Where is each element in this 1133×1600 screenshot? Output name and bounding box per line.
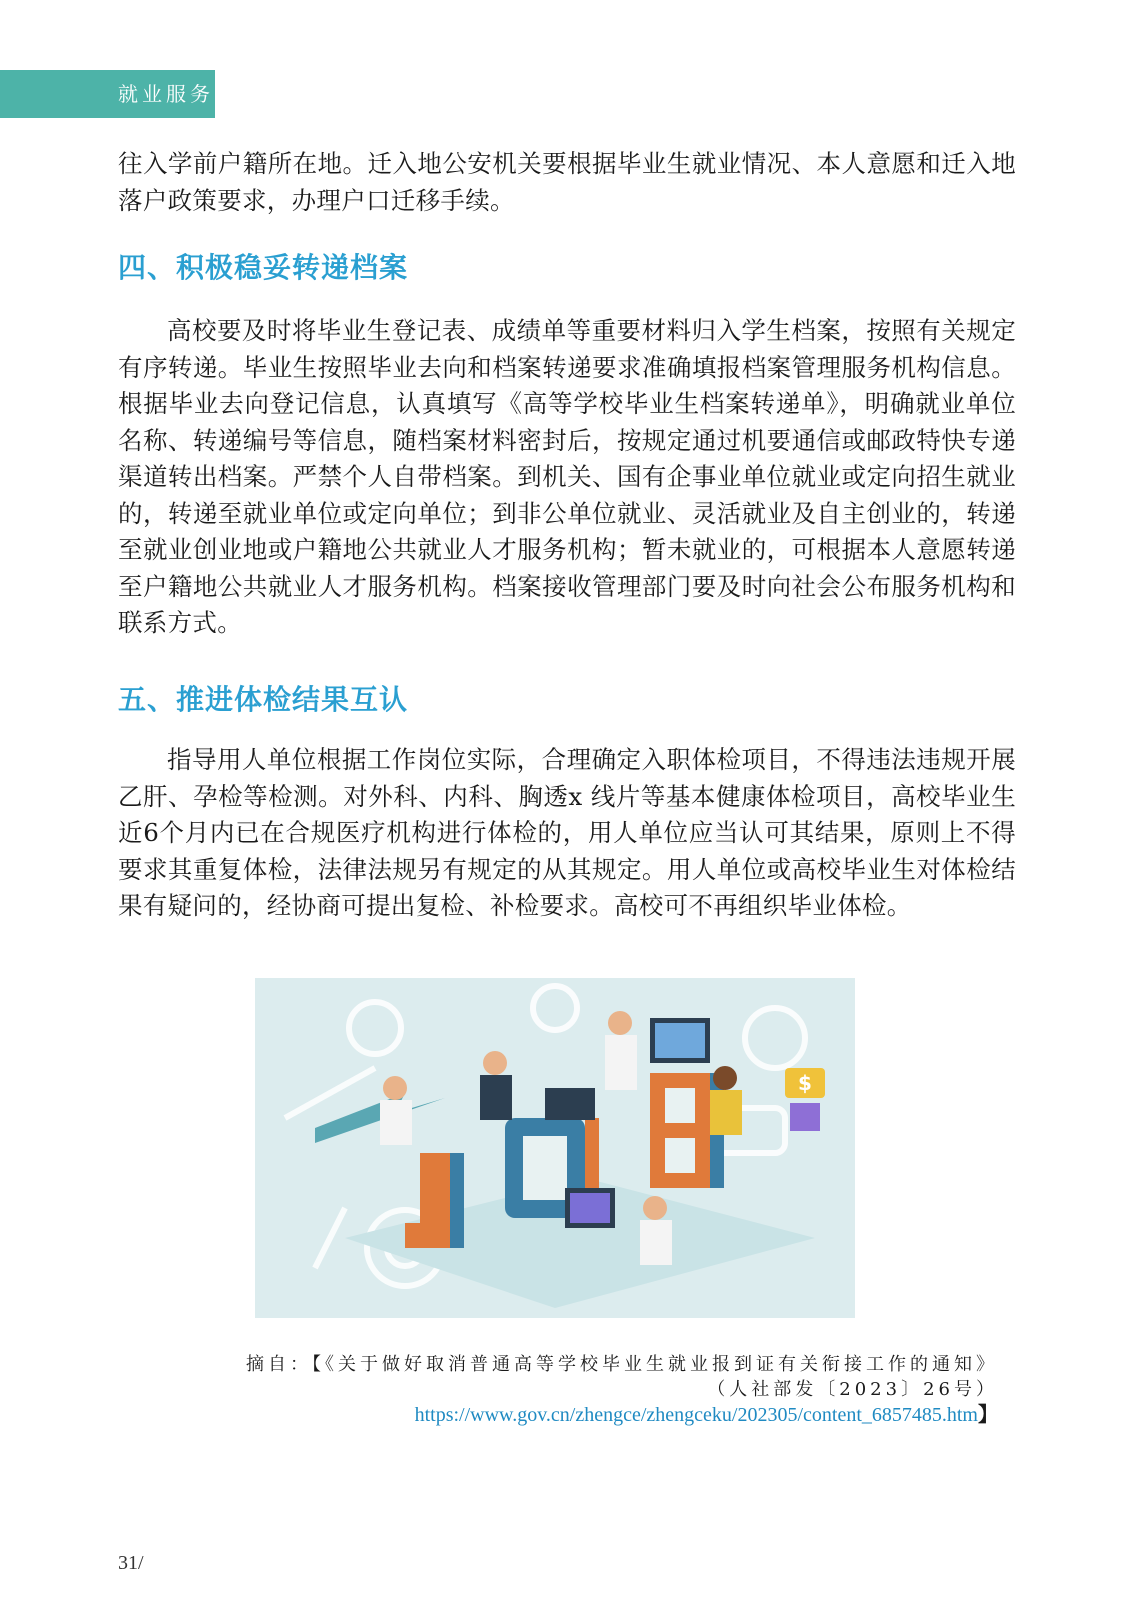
page-number: 31/ (118, 1552, 144, 1574)
heading-section-five: 五、推进体检结果互认 (118, 683, 409, 716)
source-url-link[interactable]: https://www.gov.cn/zhengce/zhengceku/202305/content_6857485.htm (414, 1404, 978, 1426)
source-citation: 摘自：【《关于做好取消普通高等学校毕业生就业报到证有关衔接工作的通知》 (246, 1354, 998, 1375)
url-closing-bracket: 】 (978, 1404, 998, 1426)
paragraph-health-check: 指导用人单位根据工作岗位实际，合理确定入职体检项目，不得违法违规开展乙肝、孕检等检测。对外科、内科、胸透x 线片等基本健康体检项目，高校毕业生近6个月内已在合规医疗机构进行体检的，用人单位应当认可其结果，原则上不得要求其重复体检，法律法规另有规定的从其规定。用人单位或高校毕业生对体检结果有疑问的，经协商可提出复检、补检要求。高校可不再组织毕业体检。 (118, 745, 1016, 920)
illustration-art (255, 978, 855, 1318)
office-teamwork-illustration (255, 978, 855, 1318)
source-document-number: （人社部发〔2023〕26号） (707, 1379, 998, 1400)
paragraph-archives-transfer: 高校要及时将毕业生登记表、成绩单等重要材料归入学生档案，按照有关规定有序转递。毕业生按照毕业去向和档案转递要求准确填报档案管理服务机构信息。根据毕业去向登记信息，认真填写《高等学校毕业生档案转递单》，明确就业单位名称、转递编号等信息，随档案材料密封后，按规定通过机要通信或邮政特快专递渠道转出档案。严禁个人自带档案。到机关、国有企事业单位就业或定向招生就业的，转递至就业单位或定向单位；到非公单位就业、灵活就业及自主创业的，转递至就业创业地或户籍地公共就业人才服务机构；暂未就业的，可根据本人意愿转递至户籍地公共就业人才服务机构。档案接收管理部门要及时向社会公布服务机构和联系方式。 (118, 316, 1016, 637)
heading-section-four: 四、积极稳妥转递档案 (118, 251, 409, 284)
paragraph-household-registration: 往入学前户籍所在地。迁入地公安机关要根据毕业生就业情况、本人意愿和迁入地落户政策要求，办理户口迁移手续。 (118, 149, 1016, 215)
svg-text:$: $ (798, 1071, 812, 1095)
source-url[interactable] (0, 1398, 998, 1427)
section-tab: 就业服务 (0, 70, 215, 118)
